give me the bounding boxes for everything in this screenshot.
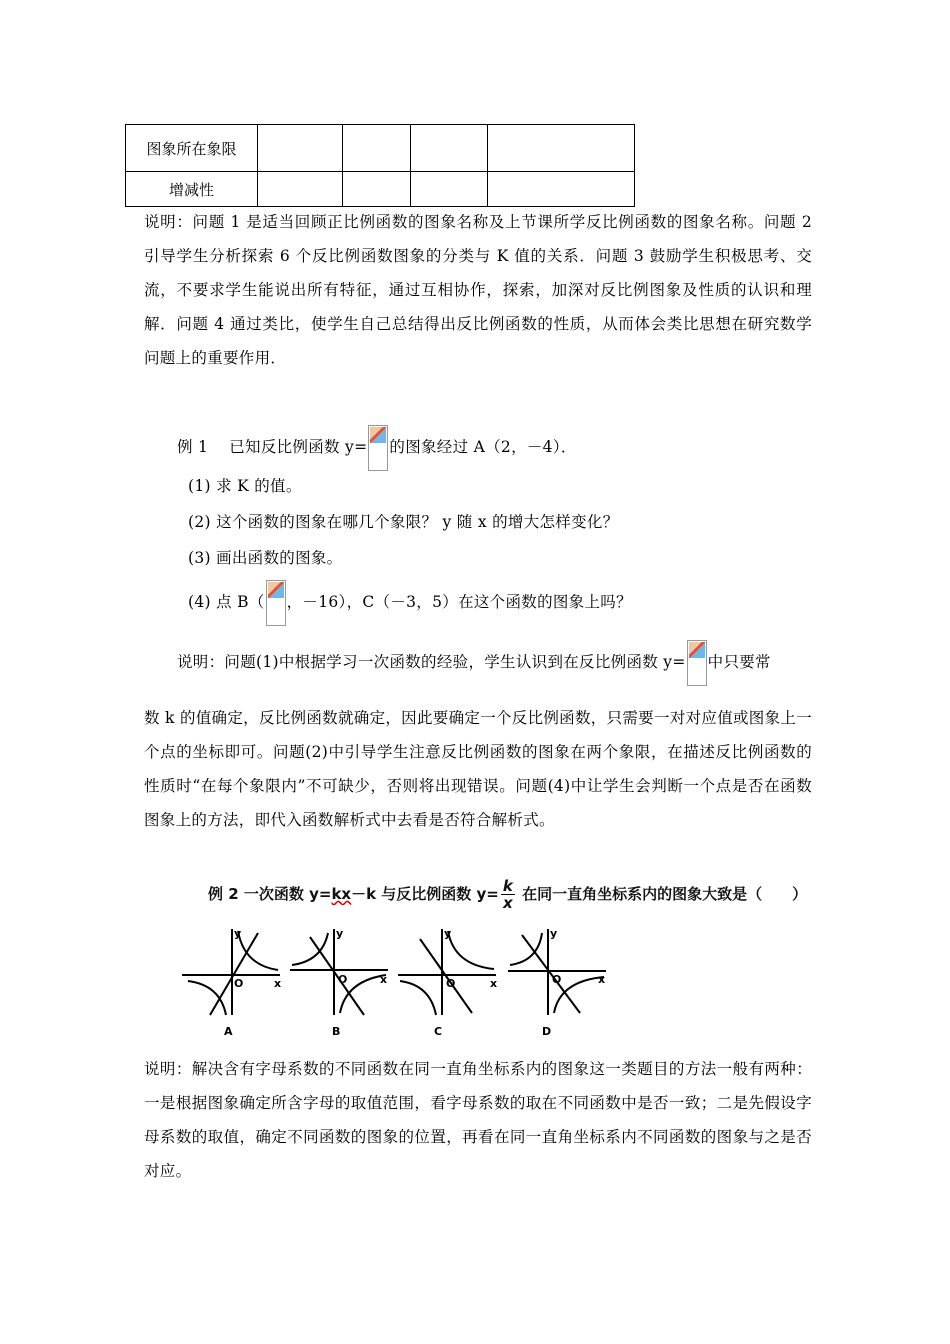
graph-b — [290, 927, 388, 1038]
example2-text: 例 2 一次函数 y= — [208, 885, 332, 903]
example1-question-2: (2) 这个函数的图象在哪几个象限？ y 随 x 的增大怎样变化？ — [188, 513, 619, 531]
example1-question-1: (1) 求 K 的值。 — [188, 477, 302, 495]
graph-label-c: C — [434, 1025, 443, 1038]
example1-intro — [177, 425, 577, 471]
table-cell — [258, 172, 343, 207]
note2-text-2: 中只要常 — [707, 653, 771, 671]
example1-question-3: (3) 画出函数的图象。 — [188, 549, 343, 567]
graph-label-a: A — [224, 1025, 233, 1038]
graph-d — [508, 927, 606, 1038]
origin-label: O — [338, 973, 348, 986]
example1-question-4-text: (4) 点 B（ — [188, 593, 265, 611]
example2-question — [208, 878, 807, 911]
example1-intro-text-2: 的图象经过 A（2，－4）． — [389, 438, 577, 456]
example1-question-4 — [188, 580, 632, 626]
fraction-numerator: k — [502, 877, 513, 895]
properties-table — [125, 124, 635, 207]
example2-kx: kx — [331, 885, 352, 903]
example2-text-3: 在同一直角坐标系内的图象大致是（ — [516, 885, 763, 903]
y-axis-label: y — [444, 927, 452, 940]
graph-a — [182, 927, 281, 1038]
table-cell-quadrant-label: 图象所在象限 — [126, 125, 258, 172]
table-cell — [258, 125, 343, 172]
graph-options-svg — [180, 925, 620, 1040]
example1-intro-text: 例 1 已知反比例函数 y= — [177, 438, 368, 456]
y-axis-label: y — [336, 927, 344, 940]
table-row — [126, 125, 635, 172]
graph-label-d: D — [542, 1025, 552, 1038]
x-axis-label: x — [274, 977, 282, 990]
table-cell — [343, 125, 411, 172]
broken-image-icon — [266, 580, 286, 626]
table-cell — [343, 172, 411, 207]
y-axis-label: y — [234, 927, 242, 940]
table-cell — [488, 172, 635, 207]
fraction-denominator: x — [503, 894, 513, 912]
example2-text-4: ） — [792, 885, 808, 903]
origin-label: O — [446, 977, 456, 990]
fraction-k-over-x — [501, 878, 515, 911]
table-cell-monotonic-label: 增减性 — [126, 172, 258, 207]
graph-options — [180, 925, 620, 1044]
note2-first-line — [177, 640, 771, 686]
x-axis-label: x — [380, 973, 388, 986]
origin-label: O — [552, 973, 562, 986]
note-paragraph-1: 说明：问题 1 是适当回顾正比例函数的图象名称及上节课所学反比例函数的图象名称。问题 2 引导学生分析探索 6 个反比例函数图象的分类与 K 值的关系．问题 3 鼓励学生积极思考、交流，不要求学生能说出所有特征，通过互相协作，探索，加深对反比例图象及性质的认识和理解．问题 4 通过类比，使学生自己总结得出反比例函数的性质，从而体会类比思想在研究数学问题上的重要作用． — [144, 213, 812, 367]
origin-label: O — [234, 977, 244, 990]
note2-text: 说明：问题(1)中根据学习一次函数的经验，学生认识到在反比例函数 y= — [177, 653, 686, 671]
table-row — [126, 172, 635, 207]
y-axis-label: y — [550, 927, 558, 940]
table-cell — [411, 125, 488, 172]
note-paragraph-3: 说明：解决含有字母系数的不同函数在同一直角坐标系内的图象这一类题目的方法一般有两种：一是根据图象确定所含字母的取值范围，看字母系数的取在不同函数中是否一致；二是先假设字母系数的取值，确定不同函数的图象的位置，再看在同一直角坐标系内不同函数的图象与之是否对应。 — [144, 1060, 812, 1180]
table-cell — [488, 125, 635, 172]
broken-image-icon — [368, 425, 388, 471]
x-axis-label: x — [598, 973, 606, 986]
broken-image-icon — [687, 640, 707, 686]
graph-label-b: B — [332, 1025, 341, 1038]
note-paragraph-2: 数 k 的值确定，反比例函数就确定，因此要确定一个反比例函数，只需要一对对应值或图象上一个点的坐标即可。问题(2)中引导学生注意反比例函数的图象在两个象限，在描述反比例函数的性质时“在每个象限内”不可缺少，否则将出现错误。问题(4)中让学生会判断一个点是否在函数图象上的方法，即代入函数解析式中去看是否符合解析式。 — [144, 709, 812, 829]
table-cell — [411, 172, 488, 207]
x-axis-label: x — [490, 977, 498, 990]
example1-question-4-text-2: ，－16），C（－3，5）在这个函数的图象上吗？ — [286, 593, 632, 611]
example2-text-2: －k 与反比例函数 y= — [351, 885, 499, 903]
graph-c — [398, 927, 497, 1038]
